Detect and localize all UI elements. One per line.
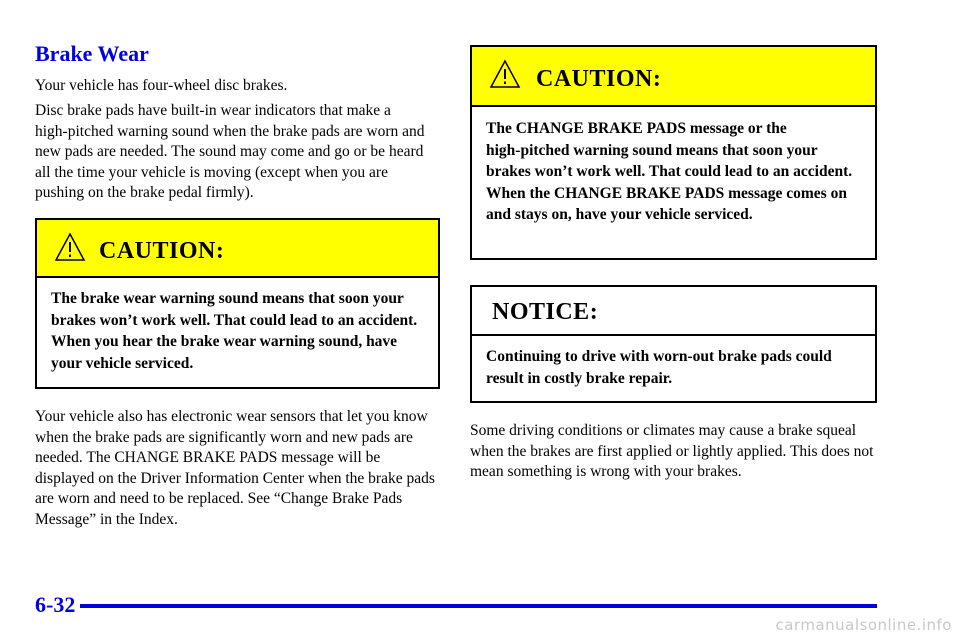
footer-rule [80, 604, 877, 608]
caution-box-left [35, 218, 440, 389]
watermark: carmanualsonline.info [775, 616, 952, 634]
warning-triangle-icon [54, 232, 86, 262]
caution-box-right [470, 45, 877, 260]
caution-body: The brake wear warning sound means that soon your brakes won’t work well. That could lead to an accident. When you hear the brake wear warning sound, have your vehicle serviced. [51, 290, 418, 372]
section-title: Brake Wear [35, 41, 149, 66]
caution-header [37, 220, 438, 278]
caution-title: CAUTION: [536, 66, 662, 92]
notice-title: NOTICE: [492, 299, 599, 325]
notice-box [470, 285, 877, 403]
brake-squeal-paragraph: Some driving conditions or climates may cause a brake squeal when the brakes are first applied or lightly applied. This does not mean something is wrong with your brakes. [470, 422, 874, 480]
notice-header [472, 287, 875, 336]
warning-triangle-icon [489, 59, 521, 89]
wear-sensor-paragraph: Your vehicle also has electronic wear sensors that let you know when the brake pads are significantly worn and new pads are needed. The CHANGE BRAKE PADS message will be displayed on the Driver Information Center when the brake pads are worn and need to be replaced. See “Change Brake Pads Message” in the Index. [35, 408, 435, 528]
caution-header [472, 47, 875, 107]
intro-paragraph: Your vehicle has four‑wheel disc brakes. [35, 77, 288, 94]
page-number: 6-32 [35, 592, 76, 617]
caution-title: CAUTION: [99, 238, 225, 264]
wear-indicator-paragraph: Disc brake pads have built‑in wear indicators that make a high‑pitched warning sound when the brake pads are worn and new pads are needed. The sound may come and go or be heard all the time your vehicle is moving (except when you are pushing on the brake pedal firmly). [35, 102, 425, 201]
notice-body: Continuing to drive with worn‑out brake pads could result in costly brake repair. [486, 348, 832, 387]
caution-body: The CHANGE BRAKE PADS message or the high‑pitched warning sound means that soon your brakes won’t work well. That could lead to an accident. When the CHANGE BRAKE PADS message comes on and stays on, have your vehicle serviced. [486, 120, 853, 223]
